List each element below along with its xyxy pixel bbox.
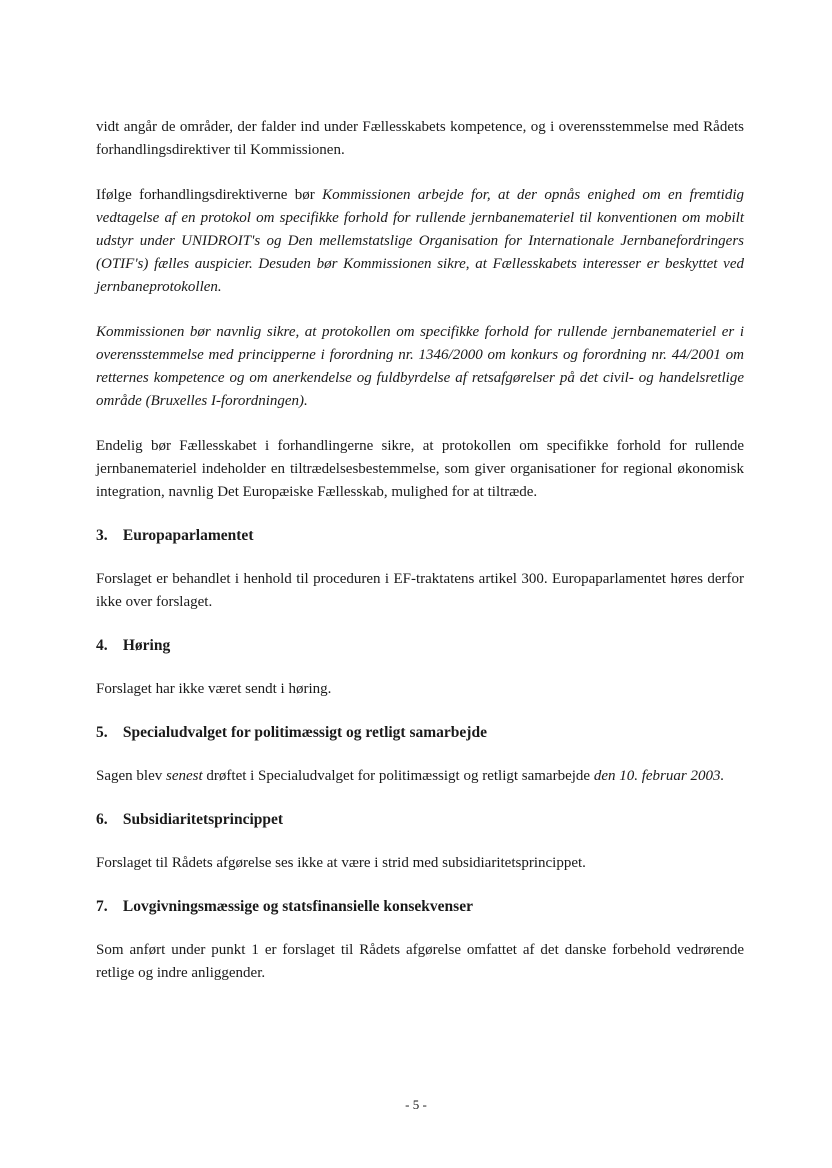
section-5-italic-b: den 10. februar 2003. [593,768,725,784]
section-7-text: Som anført under punkt 1 er forslaget til Rådets afgørelse omfattet af det danske forbehold vedrørende retlige og indre anliggender. [96,942,744,981]
section-3-title: Europaparlamentet [122,527,254,544]
section-4-number: 4. [96,637,108,654]
section-4-title: Høring [122,637,171,654]
section-5-title: Specialudvalget for politimæssigt og retligt samarbejde [122,724,487,741]
document-page [96,116,744,985]
directives-italic: Kommissionen arbejde for, at der opnås enighed om en fremtidig vedtagelse af en protokol om specifikke forhold for rullende jernbanemateriel til konventionen om mobilt udstyr under UNIDROIT's og Den mellemstatslige Organisation for Internationale Jernbanefordringers (OTIF's) fælles auspicier. Desuden bør Kommissionen sikre, at Fællesskabets interesser er beskyttet ved jernbaneprotokollen. [96,187,744,295]
directives-paragraph [96,184,744,299]
section-5-italic-a: senest [165,768,203,784]
intro-paragraph: vidt angår de områder, der falder ind under Fællesskabets kompetence, og i overensstemmelse med Rådets forhandlingsdirektiver til Kommissionen. [96,119,744,158]
section-3-text: Forslaget er behandlet i henhold til proceduren i EF-traktatens artikel 300. Europaparlamentet høres derfor ikke over forslaget. [96,571,744,610]
section-7-heading [96,895,744,918]
section-5-text-b: drøftet i Specialudvalget for politimæssigt og retligt samarbejde [206,768,591,784]
section-6-heading [96,808,744,831]
section-5-text [96,765,744,788]
accession-paragraph: Endelig bør Fællesskabet i forhandlingerne sikre, at protokollen om specifikke forhold for rullende jernbanemateriel indeholder en tiltrædelsesbestemmelse, som giver organisationer for regional økonomisk integration, navnlig Det Europæiske Fællesskab, mulighed for at tiltræde. [96,438,744,500]
section-3-heading [96,524,744,547]
section-4-heading [96,634,744,657]
section-6-number: 6. [96,811,108,828]
section-5-number: 5. [96,724,108,741]
commission-paragraph: Kommissionen bør navnlig sikre, at protokollen om specifikke forhold for rullende jernbanemateriel er i overensstemmelse med principperne i forordning nr. 1346/2000 om konkurs og forordning nr. 44/2001 om retternes kompetence og om anerkendelse og fuldbyrdelse af retsafgørelser på det civil- og handelsretlige område (Bruxelles I-forordningen). [96,324,744,409]
section-7-number: 7. [96,898,108,915]
section-4-text: Forslaget har ikke været sendt i høring. [96,681,332,697]
section-5-heading [96,721,744,744]
section-6-title: Subsidiaritetsprincippet [122,811,284,828]
section-3-number: 3. [96,527,108,544]
section-7-title: Lovgivningsmæssige og statsfinansielle konsekvenser [122,898,473,915]
directives-lead: Ifølge forhandlingsdirektiverne bør [96,187,315,203]
page-number: - 5 - [405,1097,427,1112]
section-6-text: Forslaget til Rådets afgørelse ses ikke at være i strid med subsidiaritetsprincippet. [96,855,586,871]
section-5-text-a: Sagen blev [96,768,163,784]
